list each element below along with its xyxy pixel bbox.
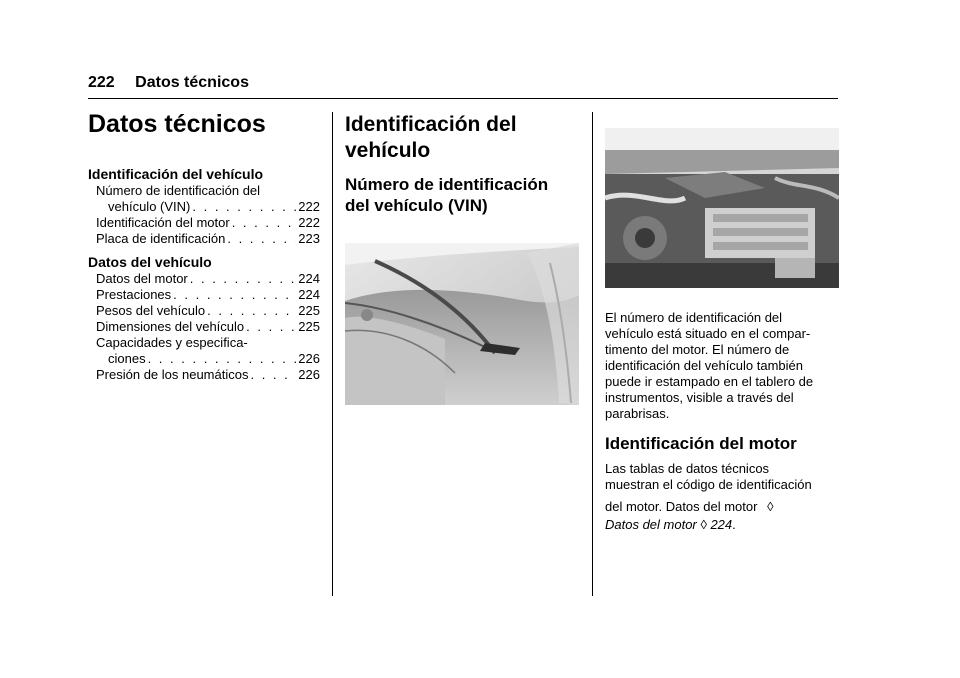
header-rule xyxy=(88,98,838,99)
toc-entry[interactable]: Placa de identificación . . . 223 xyxy=(88,231,320,247)
subsection-title: Número de identificación del vehículo (VIN) xyxy=(345,175,549,215)
running-header xyxy=(88,74,249,92)
toc-entry[interactable]: Pesos del vehículo . . . 225 xyxy=(88,303,320,319)
engine-compartment-photo xyxy=(605,128,839,288)
page-number: 222 xyxy=(88,74,115,91)
vin-paragraph: El número de identificación del vehículo está situado en el compar- timento del motor. El número de identificación del vehículo también puede ir estampado en el tablero de instrumentos, visible a través del parabrisas. xyxy=(605,310,814,421)
engine-id-paragraph: Las tablas de datos técnicos muestran el código de identificación del motor. Datos del motor ◊ Datos del motor ◊ 224. xyxy=(605,461,841,533)
toc-entry-line1: Capacidades y especifica- xyxy=(96,335,248,350)
toc-heading: Identificación del vehículo xyxy=(88,166,264,182)
toc-entry[interactable]: Prestaciones . . . 224 xyxy=(88,287,320,303)
engine-id-heading: Identificación del motor xyxy=(605,434,797,453)
chapter-title: Datos técnicos xyxy=(88,110,266,138)
column-divider-right xyxy=(592,112,593,596)
cross-reference-link[interactable]: Datos del motor ◊ 224. xyxy=(605,517,736,532)
vin-windshield-photo xyxy=(345,243,579,405)
column-divider-left xyxy=(332,112,333,596)
toc-entry[interactable]: vehículo (VIN) . . . 222 xyxy=(88,199,320,215)
section-title: Identificación del vehículo xyxy=(345,113,517,162)
reference-arrow-icon: ◊ xyxy=(700,517,707,532)
toc-group-datos xyxy=(88,254,320,383)
toc-entry[interactable]: ciones . . . 226 xyxy=(88,351,320,367)
toc-entry[interactable]: Datos del motor . . . 224 xyxy=(88,271,320,287)
running-header-section: Datos técnicos xyxy=(135,74,249,91)
toc-entry-line1: Número de identificación del xyxy=(96,183,261,198)
toc-group-identificacion xyxy=(88,166,320,247)
toc-entry[interactable]: Presión de los neumáticos . . . 226 xyxy=(88,367,320,383)
reference-arrow-icon: ◊ xyxy=(767,499,774,514)
toc-entry[interactable]: Dimensiones del vehículo . . . 225 xyxy=(88,319,320,335)
toc-heading: Datos del vehículo xyxy=(88,254,212,270)
toc-entry[interactable]: Identificación del motor . . . 222 xyxy=(88,215,320,231)
